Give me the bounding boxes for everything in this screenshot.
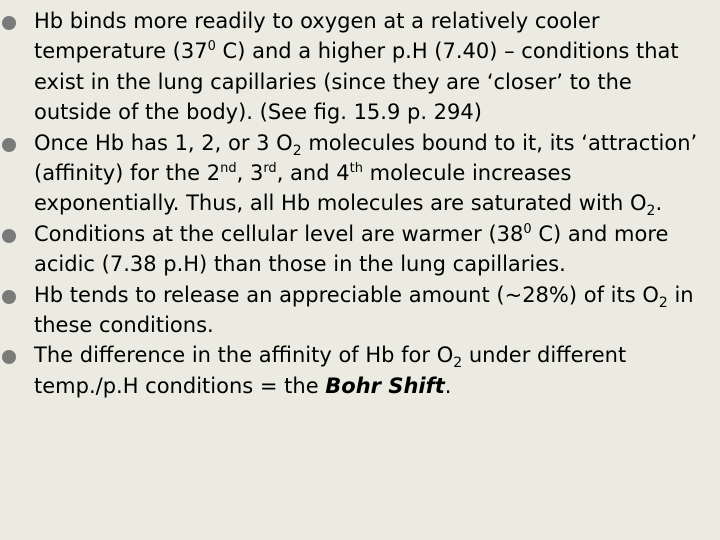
bohr-shift-term: Bohr Shift <box>325 373 445 398</box>
text-run: Hb tends to release an appreciable amount (~28%) of its O <box>34 282 659 307</box>
subscript: 2 <box>453 355 463 372</box>
bullet-text <box>34 283 694 337</box>
text-run: Once Hb has 1, 2, or 3 O <box>34 130 293 155</box>
text-run: Hb binds more readily to oxygen at a relatively cooler temperature (37 <box>34 9 600 64</box>
text-run: molecules bound to it, its ‘attraction’ (affinity) for the 2 <box>34 130 698 186</box>
bullet-item-release <box>0 280 714 341</box>
bullet-item-affinity <box>0 128 714 219</box>
text-run: molecule increases exponentially. Thus, all Hb molecules are saturated with O <box>34 161 647 216</box>
bullet-dot-icon <box>2 229 16 243</box>
bullet-text <box>34 130 698 220</box>
bullet-item-bohr-shift <box>0 340 714 401</box>
text-run: , 3 <box>236 161 264 186</box>
superscript: nd <box>220 161 237 177</box>
bullet-text <box>34 343 626 397</box>
text-run: , and 4 <box>276 161 350 186</box>
text-run: . <box>655 191 663 216</box>
text-run: C) and more acidic (7.38 p.H) than those in the lung capillaries. <box>34 221 669 277</box>
bullet-dot-icon <box>2 350 16 364</box>
text-run: in these conditions. <box>34 282 694 338</box>
subscript: 2 <box>646 203 656 220</box>
bullet-item-cellular-conditions <box>0 219 714 280</box>
bullet-dot-icon <box>2 138 16 152</box>
superscript: 0 <box>207 39 216 55</box>
text-run: C) and a higher p.H (7.40) – conditions that exist in the lung capillaries (since they are ‘closer’ to the outside of the body). (See fig. 15.9 p. 294) <box>34 39 679 125</box>
text-run: The difference in the affinity of Hb for O <box>34 343 454 368</box>
bullet-text <box>34 9 679 124</box>
text-run: . <box>444 373 452 398</box>
bullet-dot-icon <box>2 290 16 304</box>
bullet-text <box>34 222 668 276</box>
subscript: 2 <box>292 142 302 159</box>
bullet-dot-icon <box>2 16 16 30</box>
bullet-item-hb-binding <box>0 6 714 128</box>
bullet-list <box>0 6 714 401</box>
superscript: rd <box>263 161 277 177</box>
text-run: under different temp./p.H conditions = the <box>34 343 627 398</box>
superscript: 0 <box>523 221 532 237</box>
text-run: Conditions at the cellular level are warmer (38 <box>34 221 524 246</box>
subscript: 2 <box>658 294 668 311</box>
superscript: th <box>349 161 363 177</box>
